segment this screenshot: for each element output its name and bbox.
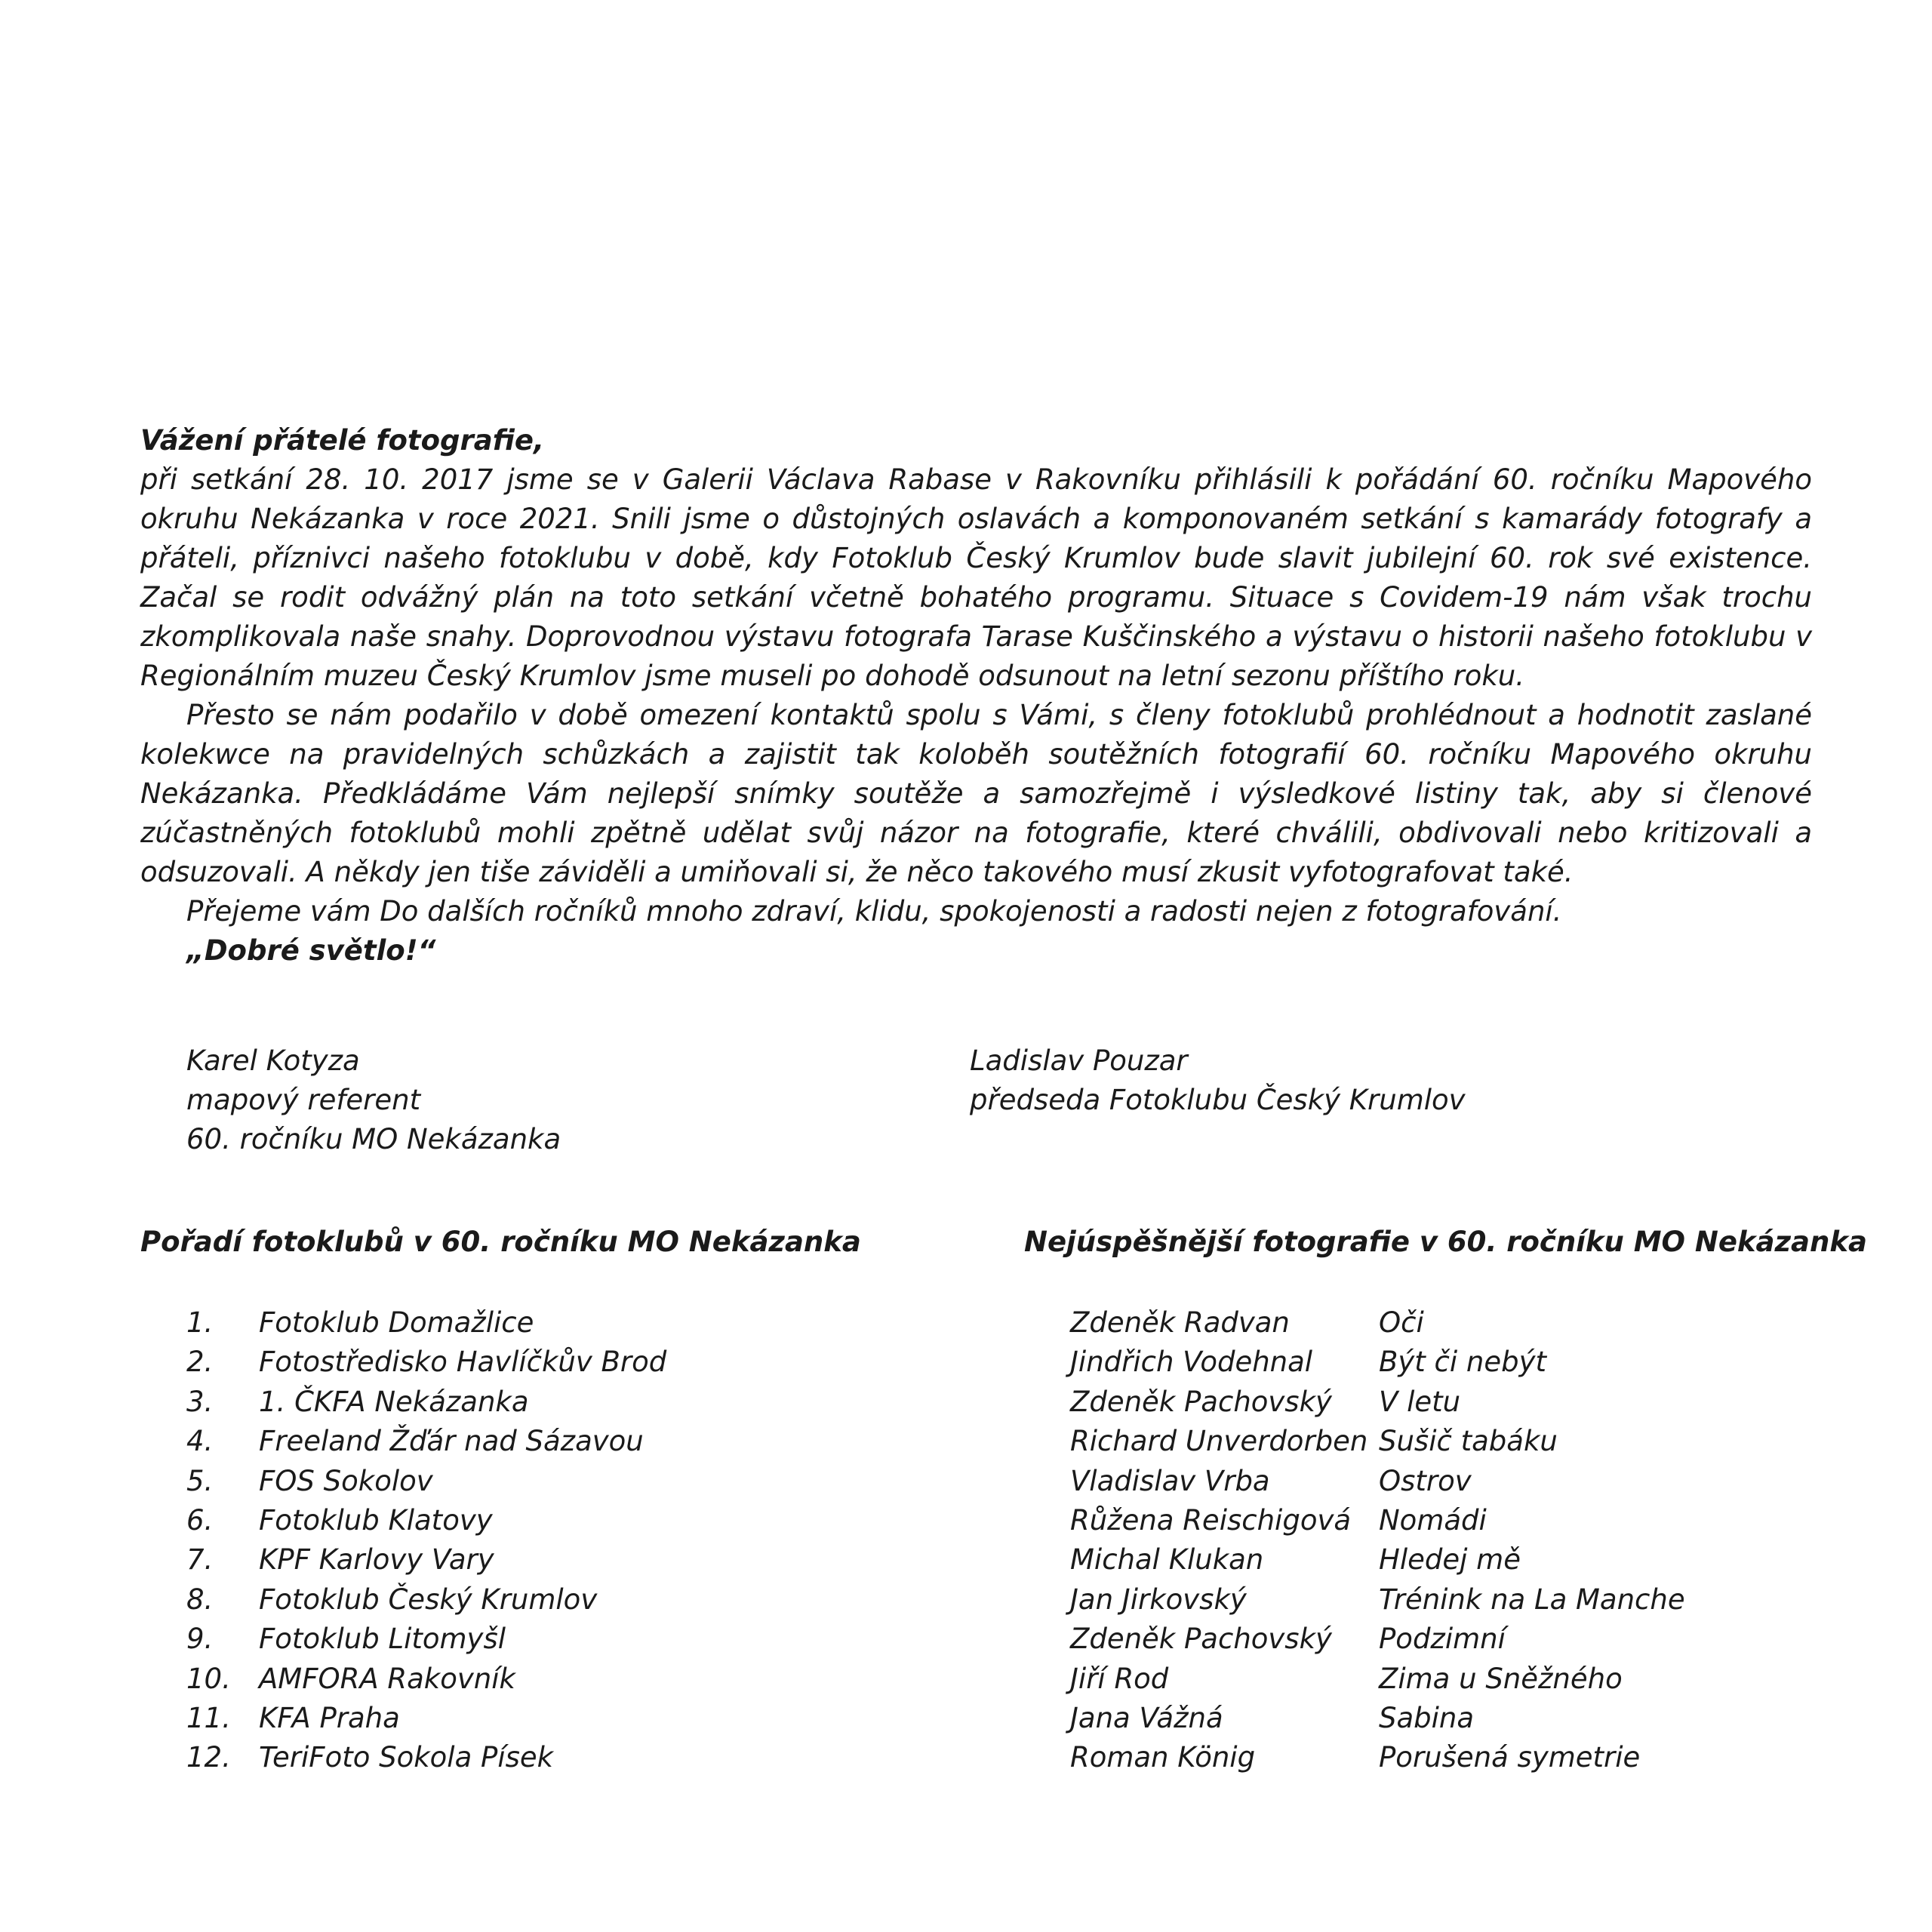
- photo-title: Trénink na La Manche: [1379, 1583, 1685, 1616]
- rank-number: 10.: [186, 1662, 231, 1695]
- list-item: [1070, 1620, 1685, 1659]
- list-item: [186, 1540, 666, 1580]
- rank-number: 5.: [186, 1464, 214, 1497]
- photo-title: Zima u Sněžného: [1379, 1662, 1623, 1695]
- photo-author: Zdeněk Pachovský: [1070, 1385, 1332, 1418]
- list-item: [1070, 1383, 1685, 1422]
- ranking-title: Pořadí fotoklubů v 60. ročníku MO Nekázanka: [140, 1226, 861, 1258]
- photo-title: Oči: [1379, 1306, 1424, 1339]
- rank-number: 6.: [186, 1504, 214, 1537]
- photo-author: Jana Vážná: [1070, 1702, 1223, 1735]
- list-item: [1070, 1343, 1685, 1382]
- club-name: Fotoklub Klatovy: [259, 1504, 493, 1537]
- club-name: KFA Praha: [259, 1702, 400, 1735]
- club-name: Fotoklub Litomyšl: [259, 1623, 506, 1656]
- photo-title: Ostrov: [1379, 1464, 1472, 1497]
- photo-author: Michal Klukan: [1070, 1543, 1264, 1577]
- photo-author: Růžena Reischigová: [1070, 1504, 1352, 1537]
- rank-number: 1.: [186, 1306, 214, 1339]
- signature-role: předseda Fotoklubu Český Krumlov: [970, 1084, 1466, 1116]
- photo-author: Jiří Rod: [1070, 1662, 1169, 1695]
- list-item: [186, 1343, 666, 1382]
- signature-role: mapový referent: [186, 1084, 421, 1116]
- letter-paragraph: při setkání 28. 10. 2017 jsme se v Galerii Václava Rabase v Rakovníku přihlásili k pořádání 60. ročníku Mapového okruhu Nekázanka v roce 2021. Snili jsme o důstojných oslavách a komponovaném setkání s kamarády fotografy a přáteli, příznivci našeho fotoklubu v době, kdy Fotoklub Český Krumlov bude slavit jubilejní 60. rok své existence. Začal se rodit odvážný plán na toto setkání včetně bohatého programu. Situace s Covidem-19 nám však trochu zkomplikovala naše snahy. Doprovodnou výstavu fotografa Tarase Kuščinského a výstavu o historii našeho fotoklubu v Regionálním muzeu Český Krumlov jsme museli po dohodě odsunout na letní sezonu příštího roku.: [140, 463, 1812, 692]
- list-item: [186, 1462, 666, 1501]
- list-item: [1070, 1580, 1685, 1620]
- rank-number: 11.: [186, 1702, 231, 1735]
- club-name: AMFORA Rakovník: [259, 1662, 515, 1695]
- photo-author: Zdeněk Radvan: [1070, 1306, 1290, 1339]
- photo-title: Nomádi: [1379, 1504, 1487, 1537]
- club-name: Fotostředisko Havlíčkův Brod: [259, 1346, 667, 1379]
- rank-number: 3.: [186, 1385, 214, 1418]
- list-item: [1070, 1540, 1685, 1580]
- photo-title: Hledej mě: [1379, 1543, 1521, 1577]
- signature-right: [970, 1041, 1466, 1120]
- list-item: [186, 1422, 666, 1461]
- rank-number: 7.: [186, 1543, 214, 1577]
- letter-paragraph: Přesto se nám podařilo v době omezení kontaktů spolu s Vámi, s členy fotoklubů prohlédnout a hodnotit zaslané kolekwce na pravidelných schůzkách a zajistit tak koloběh soutěžních fotografií 60. ročníku Mapového okruhu Nekázanka. Předkládáme Vám nejlepší snímky soutěže a samozřejmě i výsledkové listiny tak, aby si členové zúčastněných fotoklubů mohli zpětně udělat svůj názor na fotografie, které chválili, obdivovali nebo kritizovali a odsuzovali. A někdy jen tiše záviděli a umiňovali si, že něco takového musí zkusit vyfotografovat také.: [140, 699, 1812, 888]
- club-name: Fotoklub Český Krumlov: [259, 1583, 598, 1616]
- photo-author: Jan Jirkovský: [1070, 1583, 1247, 1616]
- club-name: TeriFoto Sokola Písek: [259, 1741, 554, 1774]
- rank-number: 12.: [186, 1741, 231, 1774]
- club-name: FOS Sokolov: [259, 1464, 433, 1497]
- list-item: [186, 1303, 666, 1343]
- list-item: [186, 1580, 666, 1620]
- rank-number: 8.: [186, 1583, 214, 1616]
- rank-number: 9.: [186, 1623, 214, 1656]
- list-item: [1070, 1422, 1685, 1461]
- photo-title: Sabina: [1379, 1702, 1475, 1735]
- list-item: [186, 1620, 666, 1659]
- rank-number: 4.: [186, 1425, 214, 1458]
- photos-title: Nejúspěšnější fotografie v 60. ročníku MO Nekázanka: [1024, 1226, 1867, 1258]
- club-name: Freeland Žďár nad Sázavou: [259, 1425, 644, 1458]
- list-item: [1070, 1501, 1685, 1540]
- photo-author: Zdeněk Pachovský: [1070, 1623, 1332, 1656]
- list-item: [186, 1699, 666, 1738]
- photo-author: Jindřich Vodehnal: [1070, 1346, 1313, 1379]
- list-item: [186, 1383, 666, 1422]
- list-item: [1070, 1660, 1685, 1699]
- list-item: [186, 1501, 666, 1540]
- club-name: 1. ČKFA Nekázanka: [259, 1385, 529, 1418]
- photo-author: Roman König: [1070, 1741, 1256, 1774]
- photo-title: V letu: [1379, 1385, 1461, 1418]
- list-item: [1070, 1738, 1685, 1777]
- list-item: [186, 1660, 666, 1699]
- list-item: [1070, 1303, 1685, 1343]
- list-item: [1070, 1462, 1685, 1501]
- photo-author: Richard Unverdorben: [1070, 1425, 1368, 1458]
- rank-number: 2.: [186, 1346, 214, 1379]
- list-item: [186, 1738, 666, 1777]
- photo-title: Sušič tabáku: [1379, 1425, 1558, 1458]
- list-item: [1070, 1699, 1685, 1738]
- club-name: KPF Karlovy Vary: [259, 1543, 494, 1577]
- signature-name: Ladislav Pouzar: [970, 1044, 1188, 1077]
- photo-author: Vladislav Vrba: [1070, 1464, 1270, 1497]
- letter-paragraph: Přejeme vám Do dalších ročníků mnoho zdraví, klidu, spokojenosti a radosti nejen z fotografování.: [186, 895, 1562, 928]
- photo-title: Být či nebýt: [1379, 1346, 1547, 1379]
- photos-list: [1070, 1303, 1685, 1778]
- ranking-list: [186, 1303, 666, 1778]
- photo-title: Porušená symetrie: [1379, 1741, 1641, 1774]
- signature-name: Karel Kotyza: [186, 1044, 360, 1077]
- letter-greeting: Vážení přátelé fotografie,: [140, 424, 545, 457]
- photo-title: Podzimní: [1379, 1623, 1506, 1656]
- signature-detail: 60. ročníku MO Nekázanka: [186, 1123, 561, 1155]
- club-name: Fotoklub Domažlice: [259, 1306, 534, 1339]
- signature-left: [186, 1041, 561, 1159]
- letter-body: [140, 421, 1812, 971]
- letter-closing: „Dobré světlo!“: [186, 934, 436, 967]
